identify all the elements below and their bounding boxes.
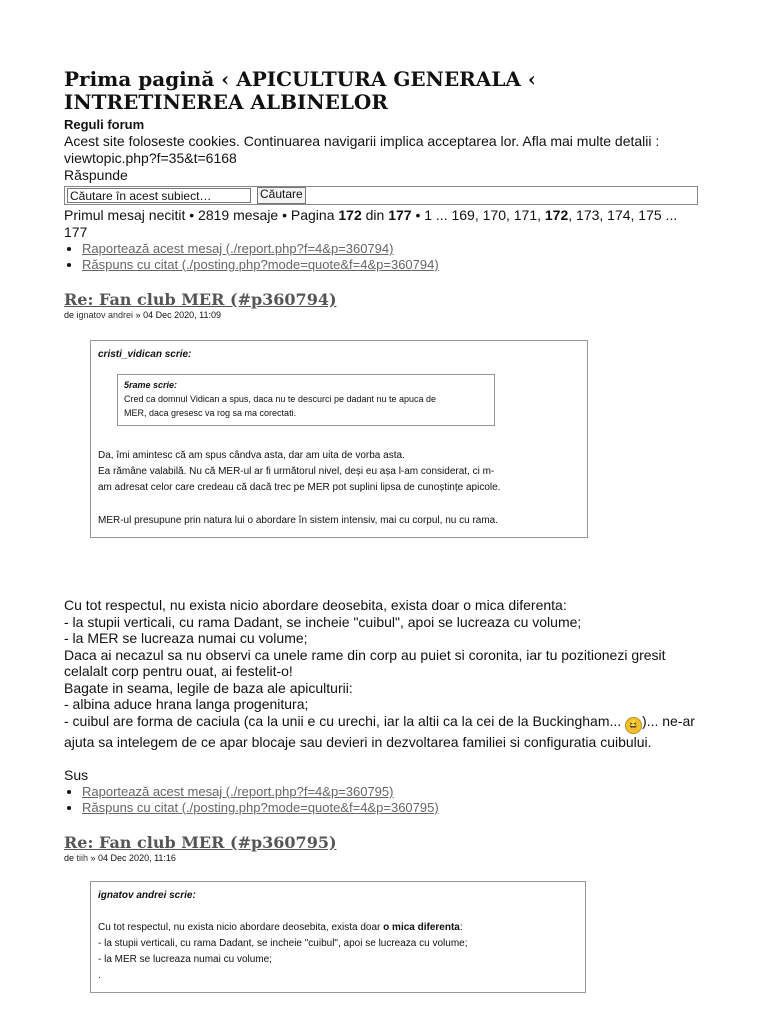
nested-quote-line: Cred ca domnul Vidican a spus, daca nu te descurci pe dadant nu te apuca de: [124, 394, 437, 404]
list-item: [82, 784, 704, 800]
nested-quote-line: MER, daca gresesc va rog sa ma corectati.: [124, 408, 297, 418]
list-item: [82, 257, 704, 273]
body-text-part: )... ne-ar ajuta sa intelegem de ce apar blocaje sau devieri in dezvoltarea familiei si configuratia cuibului.: [64, 712, 695, 750]
pagination: [64, 207, 704, 241]
post: [64, 290, 704, 816]
quote-block: [90, 881, 586, 993]
quote-reply-link[interactable]: Răspuns cu citat (./posting.php?mode=quote&f=4&p=360795): [82, 800, 439, 815]
pagination-prefix: Primul mesaj necitit • 2819 mesaje • Pagina: [64, 207, 339, 223]
body-line: [64, 713, 704, 751]
post-byline: [64, 853, 704, 864]
post-actions: [64, 241, 704, 273]
quote-line: am adresat celor care credeau că dacă trec pe MER pot suplini lipsa de cunoștințe apicole.: [98, 482, 501, 493]
pagination-mid: din: [361, 207, 389, 223]
laughing-emoji-icon: 😆: [625, 717, 642, 734]
quote-line: MER-ul presupune prin natura lui o abordare în sistem intensiv, mai cu corpul, nu cu rama.: [98, 515, 499, 526]
byline-prefix: de: [64, 310, 77, 320]
post-author[interactable]: tiih: [76, 853, 89, 863]
post-actions: [64, 784, 704, 816]
post-title[interactable]: Re: Fan club MER (#p360795): [64, 833, 337, 852]
body-line: Daca ai necazul sa nu observi ca unele rame din corp au puiet si coronita, iar tu pozitionezi gresit celalalt corp pentru ouat, ai festelit-o!: [64, 646, 666, 679]
cookie-notice: Acest site foloseste cookies. Continuarea navigarii implica acceptarea lor. Afla mai multe detalii : viewtopic.php?f=35&t=6168: [64, 133, 660, 166]
body-line: - la MER se lucreaza numai cu volume;: [64, 630, 308, 646]
current-page-link: 172: [544, 207, 569, 223]
byline-prefix: de: [64, 853, 77, 863]
nested-quote-block: [117, 374, 495, 426]
page-title: Prima pagină ‹ APICULTURA GENERALA ‹ INTRETINEREA ALBINELOR: [64, 67, 536, 114]
quote-line: - la stupii verticali, cu rama Dadant, se incheie "cuibul", apoi se lucreaza cu volume;: [98, 938, 468, 949]
body-line: - albina aduce hrana langa progenitura;: [64, 696, 309, 712]
quote-line: [98, 920, 577, 936]
total-pages: 177: [388, 207, 412, 223]
reply-link[interactable]: Răspunde: [64, 167, 128, 183]
quote-line: Da, îmi amintesc că am spus cândva asta, dar am uita de vorba asta.: [98, 450, 405, 461]
quote-author: ignatov andrei scrie:: [98, 890, 196, 901]
page-links-after[interactable]: , 173, 174, 175 ... 177: [64, 207, 678, 240]
topic-search-box: [64, 186, 698, 205]
quote-text-part: Cu tot respectul, nu exista nicio abordare deosebita, exista doar: [98, 922, 384, 933]
search-button[interactable]: Căutare: [257, 187, 306, 204]
list-item: [82, 241, 704, 257]
quote-line: Ea rămâne valabilă. Nu că MER-ul ar fi următorul nivel, deși eu așa l-am considerat, ci m-: [98, 466, 495, 477]
post-date: » 04 Dec 2020, 11:09: [133, 310, 221, 320]
forum-rules-link[interactable]: Reguli forum: [64, 117, 145, 132]
current-page: 172: [338, 207, 362, 223]
post-body: [64, 597, 704, 750]
quote-block: [90, 340, 588, 538]
quote-author: cristi_vidican scrie:: [98, 349, 192, 360]
report-post-link[interactable]: Raportează acest mesaj (./report.php?f=4&p=360794): [82, 241, 394, 256]
post-byline: [64, 310, 704, 321]
quote-text-part: :: [459, 922, 463, 933]
post-date: » 04 Dec 2020, 11:16: [88, 853, 176, 863]
quote-line: .: [98, 970, 101, 981]
search-input[interactable]: [67, 188, 251, 203]
nested-quote-author: 5rame scrie:: [124, 380, 178, 390]
list-item: [82, 800, 704, 816]
report-post-link[interactable]: Raportează acest mesaj (./report.php?f=4&p=360795): [82, 784, 394, 799]
body-line: - la stupii verticali, cu rama Dadant, se incheie "cuibul", apoi se lucreaza cu volume;: [64, 613, 582, 630]
page-links-before[interactable]: • 1 ... 169, 170, 171,: [411, 207, 545, 223]
quote-bold-text: o mica diferenta: [383, 922, 460, 933]
post-title[interactable]: Re: Fan club MER (#p360794): [64, 290, 337, 309]
body-text-part: - cuibul are forma de caciula (ca la unii e cu urechi, iar la altii ca la cei de la Buckingham...: [64, 712, 626, 729]
body-line: Bagate in seama, legile de baza ale apiculturii:: [64, 679, 353, 696]
post: [64, 833, 704, 993]
quote-line: - la MER se lucreaza numai cu volume;: [98, 954, 272, 965]
body-line: Cu tot respectul, nu exista nicio abordare deosebita, exista doar o mica diferenta:: [64, 597, 567, 613]
back-to-top-link[interactable]: Sus: [64, 767, 89, 783]
quote-reply-link[interactable]: Răspuns cu citat (./posting.php?mode=quote&f=4&p=360794): [82, 257, 439, 272]
post-author[interactable]: ignatov andrei: [76, 310, 134, 320]
